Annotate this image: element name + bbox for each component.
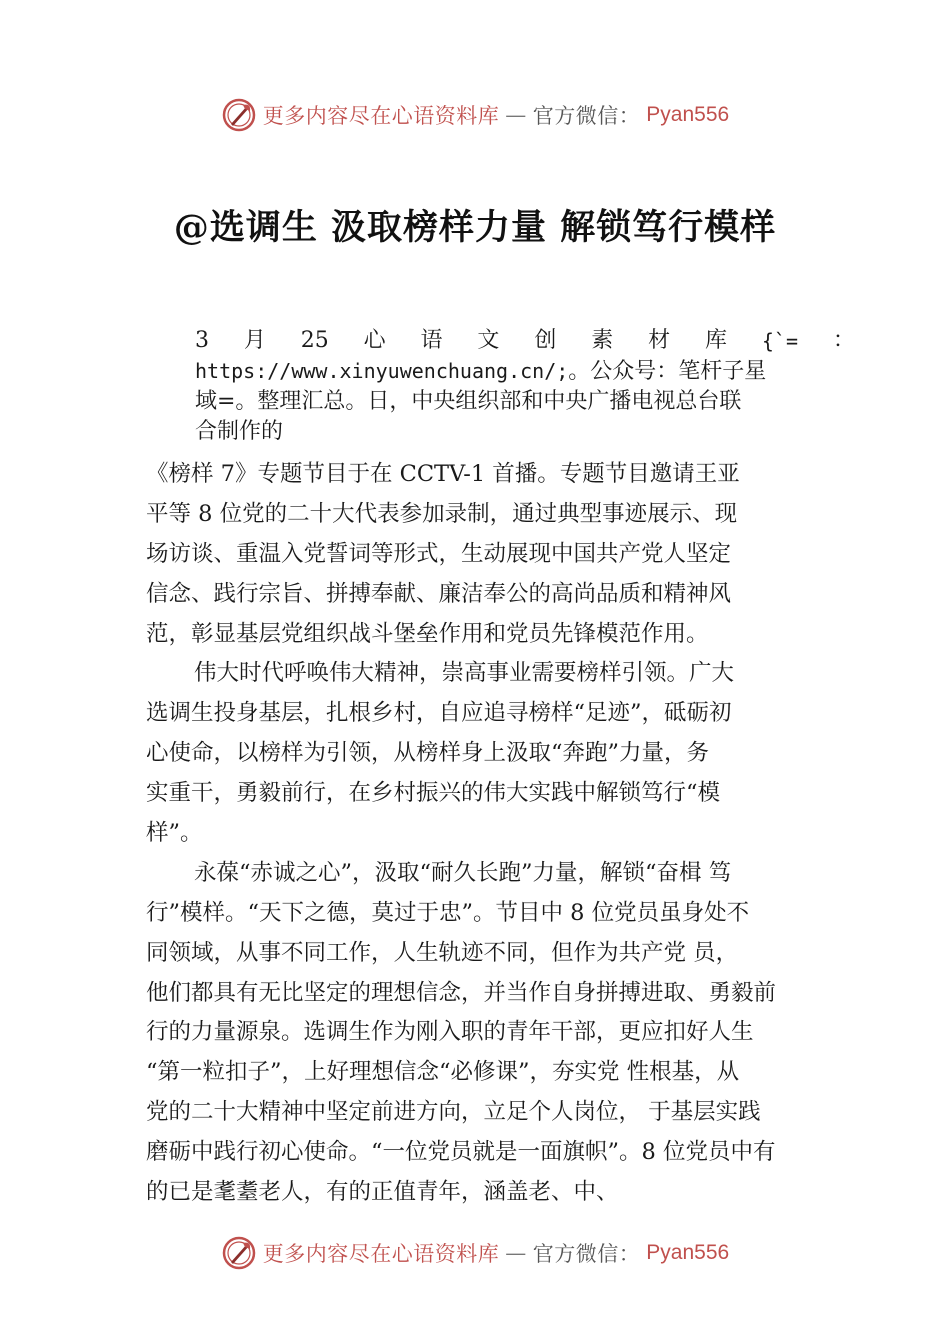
intro-line-1-token: 心: [363, 328, 386, 353]
source-url: https://www.xinyuwenchuang.cn/;: [195, 359, 569, 383]
body-line: 磨砺中践行初心使命。“一位党员就是一面旗帜”。8 位党员中有: [146, 1139, 776, 1166]
banner-wechat-label: 官方微信：: [532, 1242, 641, 1266]
body-line: 伟大时代呼唤伟大精神，崇高事业需要榜样引领。广大: [194, 660, 735, 687]
intro-line-1-token: 素: [591, 328, 614, 353]
body-line: 场访谈、重温入党誓词等形式，生动展现中国共产党人坚定: [146, 540, 732, 567]
intro-line-1-token: 语: [420, 328, 443, 353]
intro-block: [195, 326, 855, 447]
body-line: 永葆“赤诚之心”，汲取“耐久长跑”力量，解锁“奋楫 笃: [194, 859, 732, 886]
banner-separator: —: [505, 1241, 527, 1265]
body-line: 行”模样。“天下之德，莫过于忠”。节目中 8 位党员虽身处不: [146, 899, 750, 926]
quill-pen-icon: [221, 97, 257, 133]
intro-line-1-token: 材: [648, 328, 671, 353]
intro-line-1: [195, 326, 855, 356]
body-line: 同领域，从事不同工作，人生轨迹不同，但作为共产党 员，: [146, 939, 739, 966]
intro-line-1-token: ：: [832, 328, 855, 353]
banner-wechat-id: Pyan556: [646, 103, 730, 126]
banner-wechat-label: 官方微信：: [532, 104, 641, 128]
header-banner: [0, 95, 950, 135]
article-title: @选调生 汲取榜样力量 解锁笃行模样: [173, 207, 777, 248]
body-line: 平等 8 位党的二十大代表参加录制，通过典型事迹展示、现: [146, 500, 738, 527]
intro-line-1-token: 25: [300, 328, 329, 353]
intro-line-3: 域=。整理汇总。日，中央组织部和中央广播电视总台联: [195, 389, 742, 414]
intro-line-1-token: 创: [534, 328, 557, 353]
body-line: 范，彰显基层党组织战斗堡垒作用和党员先锋模范作用。: [146, 620, 709, 647]
body-line: “第一粒扣子”，上好理想信念“必修课”，夯实党 性根基，从: [146, 1059, 740, 1086]
intro-line-1-token: 库: [704, 328, 727, 353]
article-body: [146, 455, 811, 1213]
body-line: 实重干，勇毅前行，在乡村振兴的伟大实践中解锁笃行“模: [146, 780, 721, 807]
body-line: 他们都具有无比坚定的理想信念，并当作自身拼搏进取、勇毅前: [146, 979, 777, 1006]
intro-line-1-token: 月: [243, 328, 266, 353]
intro-line-1-token: {`=: [761, 329, 798, 353]
banner-wechat-id: Pyan556: [646, 1241, 730, 1264]
body-line: 的已是耄耋老人，有的正值青年，涵盖老、中、: [146, 1179, 619, 1206]
banner-main-text: 更多内容尽在心语资料库: [262, 104, 500, 128]
body-line: 选调生投身基层，扎根乡村，自应追寻榜样“足迹”，砥砺初: [146, 700, 732, 727]
body-line: 信念、践行宗旨、拼搏奉献、廉洁奉公的高尚品质和精神风: [146, 580, 732, 607]
intro-line-1-token: 文: [477, 328, 500, 353]
banner-main-text: 更多内容尽在心语资料库: [262, 1242, 500, 1266]
body-line: 党的二十大精神中坚定前进方向，立足个人岗位， 于基层实践: [146, 1099, 761, 1126]
intro-line-2: [195, 356, 855, 387]
quill-pen-icon: [221, 1235, 257, 1271]
body-line: 样”。: [146, 820, 203, 847]
intro-line-2-rest: 。公众号：笔杆子星: [568, 359, 767, 384]
intro-line-1-token: 3: [195, 328, 209, 353]
footer-banner: [0, 1233, 950, 1273]
body-line: 《榜样 7》专题节目于在 CCTV-1 首播。专题节目邀请王亚: [146, 461, 740, 487]
banner-separator: —: [505, 103, 527, 127]
intro-line-4: 合制作的: [195, 419, 284, 444]
body-line: 行的力量源泉。选调生作为刚入职的青年干部，更应扣好人生: [146, 1019, 754, 1046]
body-line: 心使命，以榜样为引领，从榜样身上汲取“奔跑”力量，务: [146, 740, 710, 767]
